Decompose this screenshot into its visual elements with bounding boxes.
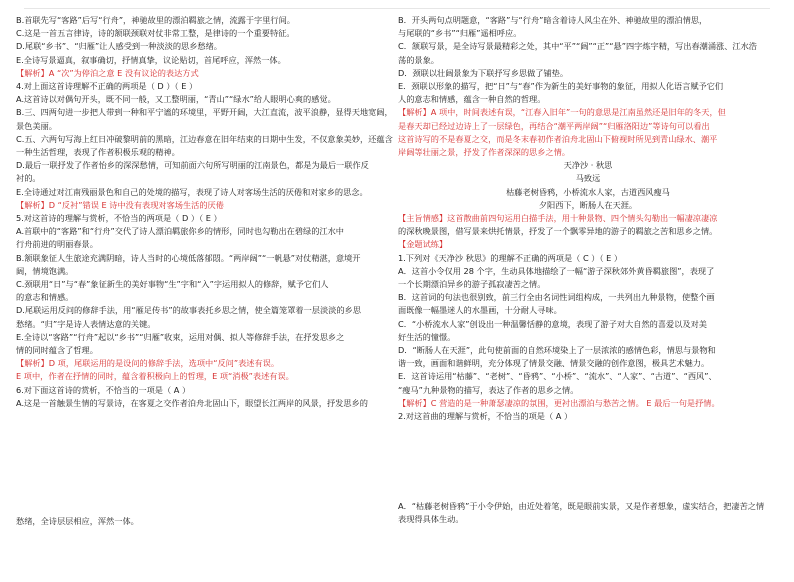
answer-analysis-line: 【解析】A “次”为停泊之意 E 没有议论的表达方式 (16, 67, 199, 78)
text-line: D.尾联运用反问的修辞手法，用“雁足传书”的故事表托乡思之情，使全篇笼罩着一层淡淡的乡思 (16, 305, 361, 316)
text-line: B．开头两句点明题意，“客路”与“行舟”暗含着诗人风尘在外、神驰故里的漂泊情思， (398, 15, 708, 25)
right-bottom-text (398, 500, 778, 526)
text-line: 景色美丽。 (16, 120, 57, 131)
text-line: E．颈联以形象的描写，把“日”与“春”作为新生的美好事物的象征，用拟人化语言赋予它们 (398, 81, 724, 92)
text-line: E．这首诗运用“枯藤”、“老树”、“昏鸦”、“小桥”、“流水”、“人家”、“古道”、“西风”、 (398, 371, 717, 382)
text-line: 一种生活哲理，表现了作者积极乐观的精神。 (16, 147, 180, 158)
text-line: C．颔联写景，是全诗写景最精彩之处，其中“平”“阔”“正”“悬”四字炼字精，写出春潮涌涨、江水浩 (398, 41, 757, 52)
poem-line: 天净沙 · 秋思 (563, 160, 613, 171)
text-line: D．颈联以壮阔景象为下联抒写乡思做了铺垫。 (398, 67, 569, 78)
text-line: C.颈联用“日”与“春”象征新生的美好事物“生”字和“入”字运用拟人的修辞，赋予它们人 (16, 279, 329, 290)
text-line: 衬的。 (16, 173, 41, 184)
text-line: 的意志和情感。 (16, 292, 74, 303)
text-line: 2.对这首曲的理解与赏析，不恰当的项是（ A ） (398, 411, 573, 422)
text-line: B.首联先写“客路”后写“行舟”，神驰故里的漂泊羁旅之情，流露于字里行间。 (16, 15, 295, 25)
answer-analysis-line: 【解析】D 项，尾联运用的是设问的修辞手法，选项中“反问”表述有误。 (16, 358, 280, 369)
text-line: C.五、六两句写海上红日冲破黎明前的黑暗，江边春意在旧年结束的日期中生发，不仅意象美妙，还蕴含 (16, 133, 393, 144)
answer-analysis-line: 【解析】C 营造的是一种萧瑟凄凉的氛围，更衬出漂泊与愁苦之情。 E 最后一句是抒情。 (398, 397, 720, 408)
text-line: 6.对下面这首诗的赏析，不恰当的一项是（ A ） (16, 384, 191, 395)
text-line: C．“小桥流水人家”创设出一种温馨恬静的意境，表现了游子对大自然的喜爱以及对美 (398, 318, 707, 329)
poem-line: 马致远 (575, 173, 601, 184)
header-rule (24, 8, 770, 9)
text-line: 的深秋晚景图，借写景来烘托情景，抒发了一个飘零异地的游子的羁旅之苦和思乡之情。 (398, 226, 718, 237)
answer-analysis-line: E 项中，作者在抒情的同时，蕴含着积极向上的哲理，E 项“消极”表述有误。 (16, 371, 294, 382)
text-line: 5.对这首诗的理解与赏析，不恰当的两项是（ D ）（ E ） (16, 213, 222, 224)
text-line: C.这是一首五言律诗，诗的颔联颈联对仗非常工整，是律诗的一个重要特征。 (16, 28, 295, 39)
answer-analysis-line: 【解析】A 项中，时间表述有误，“江春入旧年”一句的意思是江南虽然还是旧年的冬天，但 (398, 107, 726, 118)
left-bottom-text: 愁绪，全诗层层相应，浑然一体。 (16, 516, 139, 526)
text-line: 好生活的憧憬。 (398, 331, 456, 342)
text-line: D．“断肠人在天涯”，此句使前面的自然环境染上了一层浓浓的感情色彩，情思与景物和 (398, 345, 716, 356)
poem-line: 枯藤老树昏鸦，小桥流水人家，古道西风瘦马 (506, 186, 670, 197)
text-line: B.颔联象征人生旅途充满阴暗，诗人当时的心境低落郁悶。“两岸阔”“一帆悬”对仗精湛，意境开 (16, 252, 361, 263)
text-line: 荡的景象。 (398, 54, 439, 65)
text-line: 与尾联的“乡书”“归雁”遥相呼应。 (398, 28, 522, 39)
text-line: 情的同时蕴含了哲理。 (16, 345, 98, 356)
text-line: 【主旨情感】这首散曲前四句运用白描手法，用十种景物、四个情头勾勒出一幅凄凉凄凉 (398, 213, 718, 224)
answer-analysis-line: 岸阔等壮丽之景，抒发了作者深深的思乡之情。 (398, 147, 570, 158)
text-line: 一个长期漂泊异乡的游子孤寂凄苦之情。 (398, 279, 546, 290)
text-line: 表现得具体生动。 (398, 514, 464, 525)
text-line: 人的意志和情感，蕴含一种自然的哲理。 (398, 94, 546, 105)
text-line: 4.对上面这首诗理解不正确的两项是（ D ）（ E ） (16, 81, 198, 92)
text-line: 谐一致，画面和谐鲜明，充分体现了情景交融、情景交融的创作意图，极具艺术魅力。 (398, 358, 710, 369)
answer-analysis-line: 【解析】D “反衬”错误 E 诗中没有表现对客场生活的厌倦 (16, 199, 224, 210)
answer-analysis-line: 这首诗写的不是春夏之交，而是冬末春初作者泊舟北固山下俯视时所见到青山绿水、潮平 (398, 133, 718, 144)
text-line: E.全诗通过对江南残丽景色和自己的处境的描写，表现了诗人对客场生活的厌倦和对家乡的思念。 (16, 186, 368, 197)
answer-analysis-line: 【金题试练】 (398, 239, 448, 250)
poem-line: 夕阳西下，断肠人在天涯。 (538, 199, 638, 210)
text-line: 愁绪。“归”字是诗人表情达意的关键。 (16, 318, 156, 329)
text-line: 行舟前进的明丽春景。 (16, 239, 98, 250)
text-line: B．这首词的句法也很别致，前三行全由名词性词组构成，一共列出九种景物，使整个画 (398, 292, 715, 303)
right-column (398, 14, 778, 423)
text-line: 面既像一幅墨迷人的水墨画，十分耐人寻味。 (398, 305, 562, 316)
text-line: D.尾联“乡书”、“归雁”让人感受到一种淡淡的思乡愁绪。 (16, 41, 222, 52)
text-line: A．这首小令仅用 28 个字，生动具体地描绘了一幅“游子深秋郊外黄昏羁旅图”，表现了 (398, 265, 715, 276)
text-line: E.全诗以“客路”“行舟”起以“乡书”“归雁”收束，运用对偶、拟人等修辞手法，在抒发思乡之 (16, 331, 345, 342)
left-column (16, 14, 396, 410)
text-line: A.首联中的“客路”和“行舟”交代了诗人漂泊羁旅你乡的情形，同时也勾勒出在碧绿的江水中 (16, 226, 344, 237)
text-line: 1.下列对《天净沙 秋思》的理解不正确的两项是（ C ）（ E ） (398, 252, 623, 263)
text-line: D.最后一联抒发了作者怡乡的深深愁情，可知前面六句所写明丽的江南景色，都是为最后一联作反 (16, 160, 369, 171)
text-line: A.这首诗以对偶句开头，既不同一般，又工整明丽，“青山”“绿水”给人眼明心爽的感觉。 (16, 94, 336, 105)
text-line: B.三、四两句进一步把人带到一种和平宁谧的环境里，平野开阔，大江直流，波平浪静，显得天地宽阔， (16, 107, 393, 118)
text-line: E.全诗写景逼真，叙事确切，抒情真挚，议论贴切，首尾呼应，浑然一体。 (16, 54, 286, 65)
text-line: A．“枯藤老树昏鸦”于小令伊始，由近处着笔，既是眼前实景，又是作者想象，虚实结合，把凄苦之情 (398, 501, 765, 511)
text-line: “瘦马”九种景物的描写，表达了作者的思乡之情。 (398, 384, 579, 395)
answer-analysis-line: 是春天却已经过边诗上了一层绿色，再结合“潮平两岸阔”“归雁洛阳边”等诗句可以看出 (398, 120, 710, 131)
text-line: 阔，情境饱满。 (16, 265, 74, 276)
text-line: A.这是一首触景生情的写景诗，在客夏之交作者泊舟北固山下，眼望长江两岸的风景，抒发思乡的 (16, 397, 368, 408)
